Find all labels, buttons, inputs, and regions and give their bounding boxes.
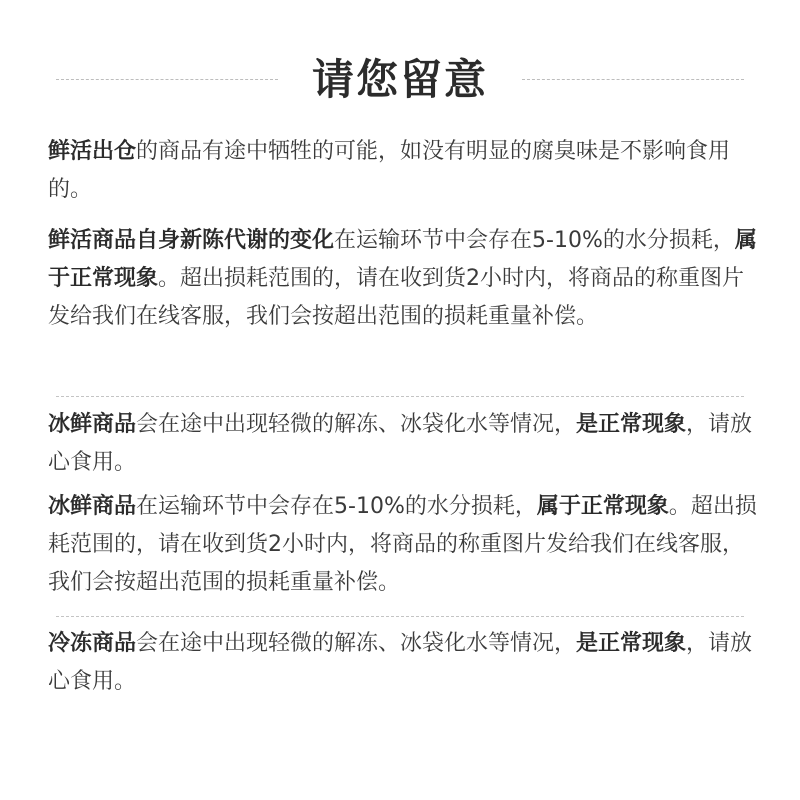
section-divider	[56, 396, 744, 397]
page-title: 请您留意	[311, 55, 488, 104]
title-divider-right	[522, 79, 744, 80]
notice-text: 在运输环节中会存在5-10%的水分损耗，	[136, 494, 537, 519]
notice-text: 会在途中出现轻微的解冻、冰袋化水等情况，	[136, 631, 577, 656]
notice-keyword: 鲜活商品自身新陈代谢的变化	[48, 228, 335, 253]
notice-text: 在运输环节中会存在5-10%的水分损耗，	[334, 228, 735, 253]
notice-text: 会在途中出现轻微的解冻、冰袋化水等情况，	[136, 412, 577, 437]
section-divider	[56, 616, 744, 617]
notice-frozen-thaw	[48, 625, 760, 701]
notice-text-continued: ，请放心食用。	[48, 412, 753, 475]
notice-text-continued: ，请放心食用。	[48, 631, 753, 694]
notice-emphasis: 属于正常现象	[536, 494, 669, 519]
notice-keyword: 冰鲜商品	[48, 494, 137, 519]
notice-fresh-shipping	[48, 133, 760, 209]
notice-text-continued: 。超出损耗范围的，请在收到货2小时内，将商品的称重图片发给我们在线客服，我们会按超出范围的损耗重量补偿。	[48, 494, 757, 595]
notice-header	[0, 52, 800, 108]
notice-text-continued: 。超出损耗范围的，请在收到货2小时内，将商品的称重图片发给我们在线客服，我们会按超出范围的损耗重量补偿。	[48, 266, 745, 329]
notice-emphasis: 是正常现象	[576, 412, 687, 437]
notice-emphasis: 是正常现象	[576, 631, 687, 656]
notice-keyword: 冷冻商品	[48, 631, 137, 656]
notice-chilled-moisture	[48, 488, 760, 602]
notice-keyword: 鲜活出仓	[48, 139, 137, 164]
notice-chilled-thaw	[48, 406, 760, 482]
notice-keyword: 冰鲜商品	[48, 412, 137, 437]
notice-text: 的商品有途中牺牲的可能，如没有明显的腐臭味是不影响食用的。	[48, 139, 731, 202]
notice-fresh-metabolism	[48, 222, 760, 336]
notice-emphasis: 属于正常现象	[48, 228, 757, 291]
